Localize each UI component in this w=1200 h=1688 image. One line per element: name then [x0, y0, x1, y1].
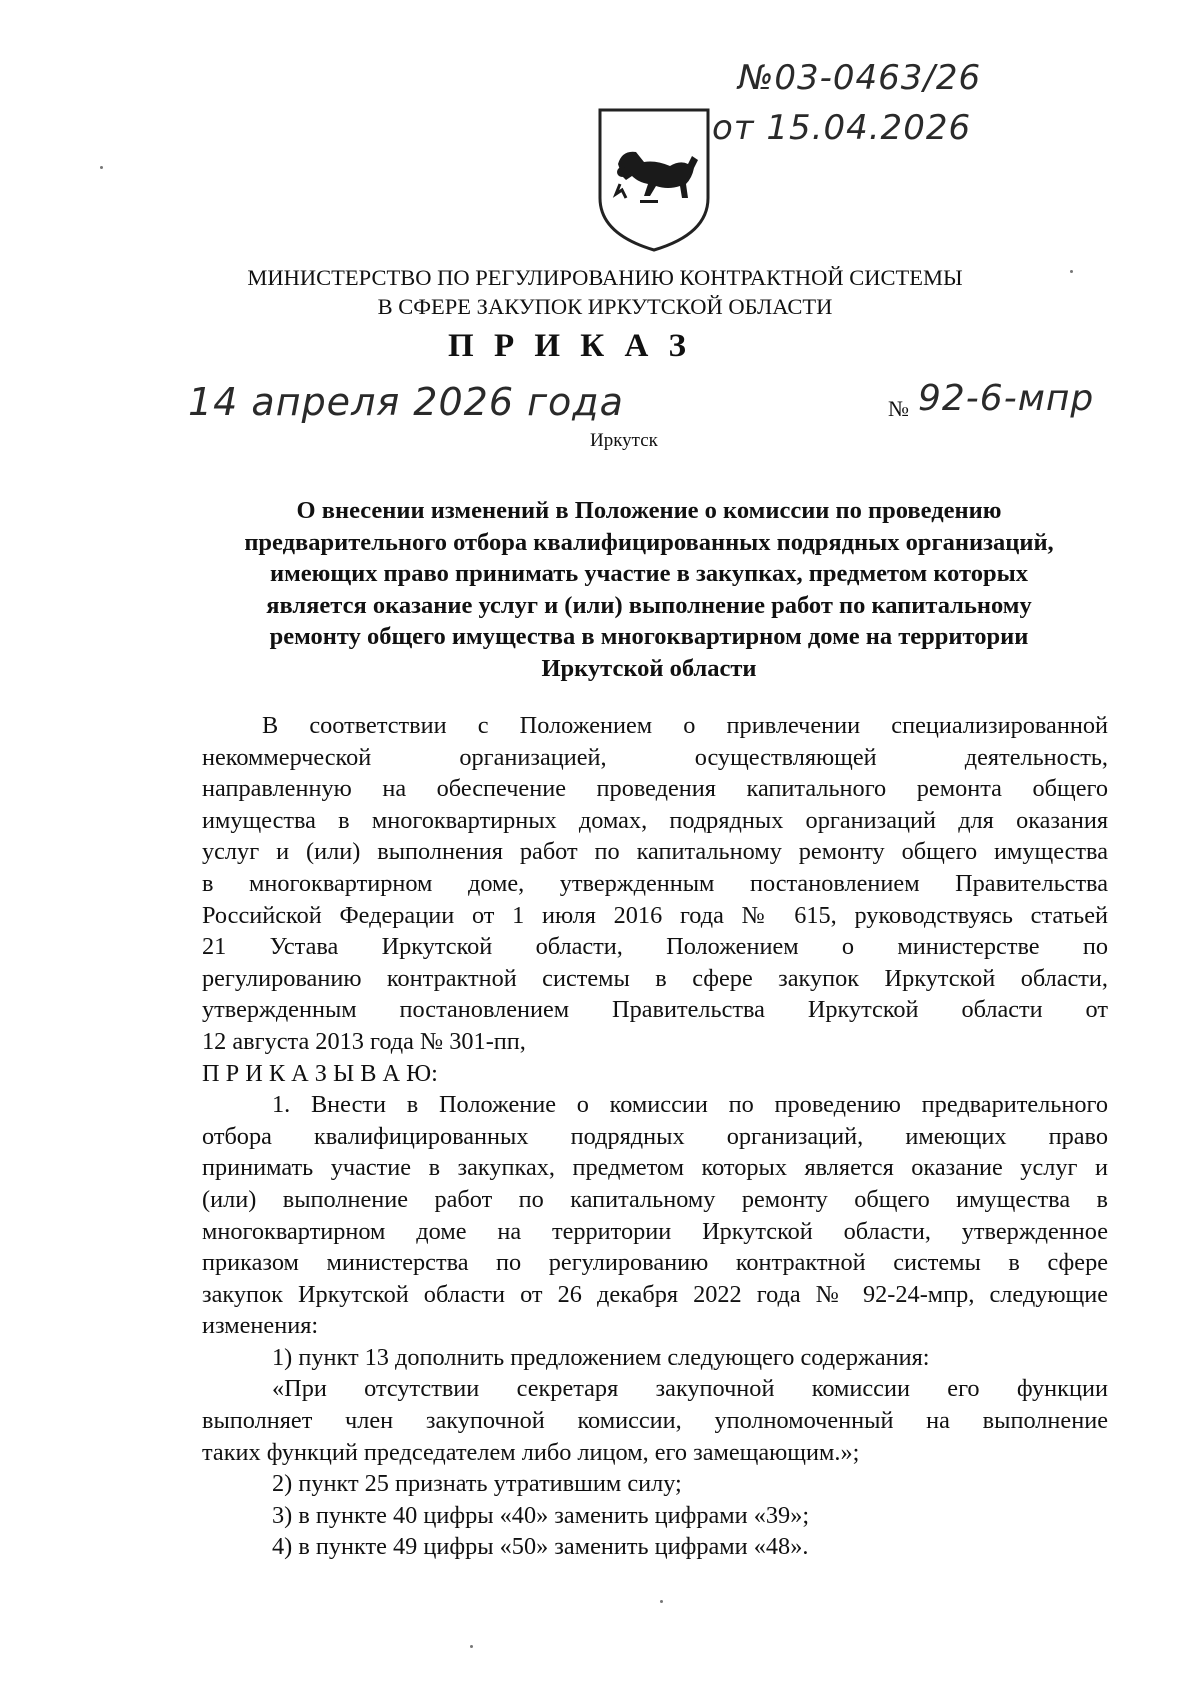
item-line: 1. Внести в Положение о комиссии по проведению предварительного: [272, 1091, 1108, 1119]
subitem-3: 3) в пункте 40 цифры «40» заменить цифрами «39»;: [272, 1501, 810, 1529]
scan-speck: [1070, 270, 1073, 273]
preamble-line: имущества в многоквартирных домах, подрядных организаций для оказания: [202, 806, 1108, 834]
preamble-line: Российской Федерации от 1 июля 2016 года № 615, руководствуясь статьей: [202, 901, 1108, 929]
title-line: предварительного отбора квалифицированных подрядных организаций,: [244, 528, 1054, 556]
title-line: ремонту общего имущества в многоквартирном доме на территории: [269, 623, 1029, 650]
quote: [202, 1373, 1108, 1468]
preamble-line: направленную на обеспечение проведения капитального ремонта общего: [202, 775, 1108, 803]
registration-date-handwritten: от 15.04.2026: [712, 108, 972, 148]
item-line: приказом министерства по регулированию контрактной системы в сфере: [202, 1249, 1108, 1277]
preamble-line: утвержденным постановлением Правительства Иркутской области от: [202, 996, 1108, 1024]
document-title: [188, 495, 1110, 684]
irkutsk-coat-of-arms-icon: [596, 106, 712, 254]
preamble-line: В соответствии с Положением о привлечении специализированной: [262, 712, 1108, 739]
ministry-name-line-2: В СФЕРЕ ЗАКУПОК ИРКУТСКОЙ ОБЛАСТИ: [377, 294, 833, 319]
quote-line: «При отсутствии секретаря закупочной комиссии его функции: [272, 1375, 1108, 1403]
quote-line: таких функций председателем либо лицом, его замещающим.»;: [202, 1438, 860, 1466]
preamble-line: регулированию контрактной системы в сфере закупок Иркутской области,: [202, 964, 1108, 992]
order-number-handwritten: 92-6-мпр: [918, 378, 1095, 419]
item-line: изменения:: [202, 1312, 319, 1340]
title-line: имеющих право принимать участие в закупках, предметом которых: [269, 560, 1029, 587]
preamble-line: некоммерческой организацией, осуществляющей деятельность,: [202, 743, 1108, 771]
preamble-line: в многоквартирном доме, утвержденным постановлением Правительства: [202, 869, 1108, 897]
scan-speck: [470, 1645, 473, 1648]
item-line: отбора квалифицированных подрядных организаций, имеющих право: [202, 1122, 1108, 1150]
number-label: №: [888, 396, 909, 421]
title-line: Иркутской области: [541, 654, 757, 682]
title-line: О внесении изменений в Положение о комиссии по проведению: [296, 497, 1002, 524]
scan-speck: [660, 1600, 663, 1603]
preamble-line: 21 Устава Иркутской области, Положением о министерстве по: [202, 933, 1108, 961]
city-label: Иркутск: [590, 430, 658, 451]
preamble: [202, 710, 1108, 1058]
scan-speck: [100, 166, 103, 169]
subitem-2: 2) пункт 25 признать утратившим силу;: [272, 1470, 682, 1498]
title-line: является оказание услуг и (или) выполнение работ по капитальному: [266, 591, 1032, 619]
document-type-heading: П Р И К А З: [448, 328, 692, 364]
registration-number-handwritten: №03-0463/26: [738, 58, 982, 98]
preamble-line: услуг и (или) выполнения работ по капитальному ремонту общего имущества: [202, 838, 1108, 866]
item-line: (или) выполнение работ по капитальному ремонту общего имущества в: [202, 1185, 1108, 1213]
order-word: П Р И К А З Ы В А Ю:: [202, 1059, 438, 1087]
item-line: принимать участие в закупках, предметом которых является оказание услуг и: [202, 1154, 1108, 1182]
subitem-4: 4) в пункте 49 цифры «50» заменить цифрами «48».: [272, 1533, 809, 1561]
ministry-name-line-1: МИНИСТЕРСТВО ПО РЕГУЛИРОВАНИЮ КОНТРАКТНОЙ СИСТЕМЫ: [247, 265, 963, 290]
subitem-1: 1) пункт 13 дополнить предложением следующего содержания:: [272, 1343, 930, 1371]
order-date-handwritten: 14 апреля 2026 года: [188, 380, 624, 424]
item-line: закупок Иркутской области от 26 декабря 2022 года № 92-24-мпр, следующие: [202, 1280, 1108, 1308]
item-1: [202, 1089, 1108, 1342]
quote-line: выполняет член закупочной комиссии, уполномоченный на выполнение: [202, 1407, 1108, 1435]
preamble-line: 12 августа 2013 года № 301-пп,: [202, 1027, 526, 1055]
item-line: многоквартирном доме на территории Иркутской области, утвержденное: [202, 1217, 1108, 1245]
document-body: [202, 710, 1108, 1563]
